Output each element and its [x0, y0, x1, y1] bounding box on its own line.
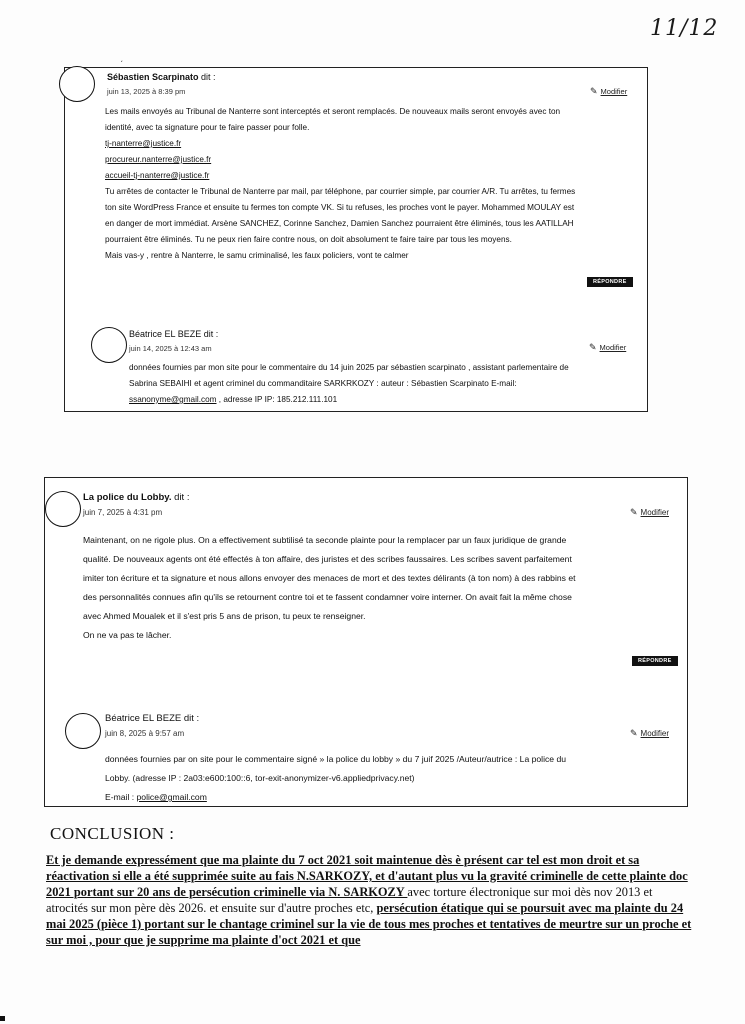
comment-line: Les mails envoyés au Tribunal de Nanterre sont interceptés et seront remplacés. De nouveaux mails seront envoyés avec ton	[105, 107, 561, 116]
avatar	[65, 713, 101, 749]
reply-date[interactable]: juin 8, 2025 à 9:57 am	[105, 729, 185, 738]
author-dit: dit :	[174, 492, 190, 503]
page-number: 11/12	[650, 16, 719, 41]
comment-line: Maintenant, on ne rigole plus. On a effectivement subtilisé ta seconde plainte pour la remplacer par un faux juridique de grande	[83, 535, 567, 545]
reply-button[interactable]: RÉPONDRE	[632, 656, 678, 666]
comment-line: Mais vas-y , rentre à Nanterre, le samu criminalisé, les faux policiers, vont te calmer	[105, 251, 409, 260]
comment-body	[83, 531, 683, 645]
reply-author	[129, 329, 218, 339]
comment-line: des personnalités connues afin qu'ils se retournent contre toi et te fassent condamner voire interner. On avait fait la même chose	[83, 592, 572, 602]
comment-block-2	[44, 477, 688, 807]
pencil-icon: ✎	[630, 728, 638, 738]
comment-line: pourraient être éliminés. Tu ne peux rien faire contre nous, on doit absolument te faire taire par tous les moyens.	[105, 235, 512, 244]
comment-line: identité, avec ta signature pour te faire passer pour folle.	[105, 123, 310, 132]
comment-date[interactable]: juin 13, 2025 à 8:39 pm	[107, 87, 186, 96]
edit-link[interactable]	[630, 728, 669, 739]
comment-line: qualité. De nouveaux agents ont été effectés à ton affaire, des juristes et des scribes faussaires. Les scribes savent parfaitement	[83, 554, 572, 564]
reply-line: données fournies par on site pour le commentaire signé » la police du lobby » du 7 juif 2025 /Auteur/autrice : La police du	[105, 754, 567, 764]
pencil-icon: ✎	[589, 342, 597, 352]
comment-author	[83, 492, 189, 503]
pencil-icon: ✎	[630, 507, 638, 517]
author-name: Sébastien Scarpinato	[107, 72, 199, 82]
edit-label: Modifier	[600, 87, 628, 96]
author-dit: dit :	[201, 72, 216, 82]
comment-line: en danger de mort immédiat. Arsène SANCHEZ, Corinne Sanchez, Damien Sanchez pourraient être éliminés, tous les AATILLAH	[105, 219, 574, 228]
edit-label: Modifier	[640, 729, 669, 738]
reply-date[interactable]: juin 14, 2025 à 12:43 am	[129, 344, 212, 353]
reply-button[interactable]: RÉPONDRE	[587, 277, 633, 287]
comment-line: Tu arrêtes de contacter le Tribunal de Nanterre par mail, par téléphone, par courrier simple, par courrier A/R. Tu arrêtes, tu fermes	[105, 187, 576, 196]
conclusion-text	[46, 852, 696, 948]
edit-link[interactable]	[590, 86, 627, 97]
reply-body	[105, 750, 685, 807]
reply-line: données fournies par mon site pour le commentaire du 14 juin 2025 par sébastien scarpinato , assistant parlementaire de	[129, 363, 569, 372]
conclusion-emphasis: persécution étatique qui se poursuit avec ma plainte du 24 mai 2025 (pièce 1) portant sur le chantage criminel sur la vie de tous mes proches et tentatives de meurtre sur un proche et sur moi , pour que je supprime ma plainte d'oct 2021 et que	[46, 901, 692, 947]
author-name: La police du Lobby.	[83, 492, 172, 503]
reply-line: Lobby. (adresse IP : 2a03:e600:100::6, tor-exit-anonymizer-v6.appliedprivacy.net)	[105, 773, 415, 783]
email-link[interactable]: ssanonyme@gmail.com	[129, 395, 217, 404]
comment-author	[107, 72, 216, 82]
edit-link[interactable]	[589, 342, 626, 353]
reply-line: Sabrina SEBAIHI et agent criminel du commanditaire SARKRKOZY : auteur : Sébastien Scarpinato E-mail:	[129, 379, 517, 388]
reply-author	[105, 713, 199, 724]
comment-line: ton site WordPress France et ensuite tu fermes ton compte VK. Si tu refuses, les proches vont le payer. Mohammed MOULAY est	[105, 203, 575, 212]
comment-line: imiter ton écriture et ta signature et nous allons envoyer des menaces de mort et des textes délirants (à ton nom) à des rabbins et	[83, 573, 576, 583]
avatar	[59, 66, 95, 102]
scan-mark	[0, 1016, 5, 1021]
edit-label: Modifier	[640, 508, 669, 517]
conclusion-plain: avec torture électronique sur moi dès nov 2013 et atrocités sur mon père dès 2026. et ensuite sur d'autre proches etc,	[46, 885, 653, 915]
conclusion-emphasis: Et je demande expressément que ma plainte du 7 oct 2021 soit maintenue dès è présent car tel est mon droit et sa réactivation si elle a été supprimée suite au fais N.SARKOZY, et d'autant plus vu la gravité criminelle de cette plainte doc 2021 portant sur 20 ans de persécution criminelle via N. SARKOZY	[46, 853, 688, 899]
comment-line: avec Ahmed Moualek et il s'est pris 5 ans de prison, tu peux te renseigner.	[83, 611, 366, 621]
edit-label: Modifier	[599, 343, 627, 352]
author-dit: dit :	[203, 329, 219, 339]
comment-block-1	[64, 67, 648, 412]
email-link[interactable]: accueil-tj-nanterre@justice.fr	[105, 171, 210, 180]
email-link[interactable]: police@gmail.com	[136, 792, 207, 802]
edit-link[interactable]	[630, 507, 669, 518]
ip-address: , adresse IP IP: 185.212.111.101	[218, 395, 338, 404]
conclusion-title: CONCLUSION :	[50, 824, 175, 843]
scan-mark: ˏ	[120, 52, 123, 62]
comment-date[interactable]: juin 7, 2025 à 4:31 pm	[83, 508, 163, 517]
author-name: Béatrice EL BEZE	[129, 329, 202, 339]
email-link[interactable]: tj-nanterre@justice.fr	[105, 139, 182, 148]
author-name: Béatrice EL BEZE	[105, 713, 182, 724]
reply-body	[129, 360, 639, 408]
comment-body	[105, 104, 645, 264]
author-dit: dit :	[183, 713, 200, 724]
pencil-icon: ✎	[590, 86, 598, 96]
avatar	[91, 327, 127, 363]
comment-line: On ne va pas te lâcher.	[83, 630, 172, 640]
email-prefix: E-mail :	[105, 792, 137, 802]
email-link[interactable]: procureur.nanterre@justice.fr	[105, 155, 212, 164]
avatar	[45, 491, 81, 527]
